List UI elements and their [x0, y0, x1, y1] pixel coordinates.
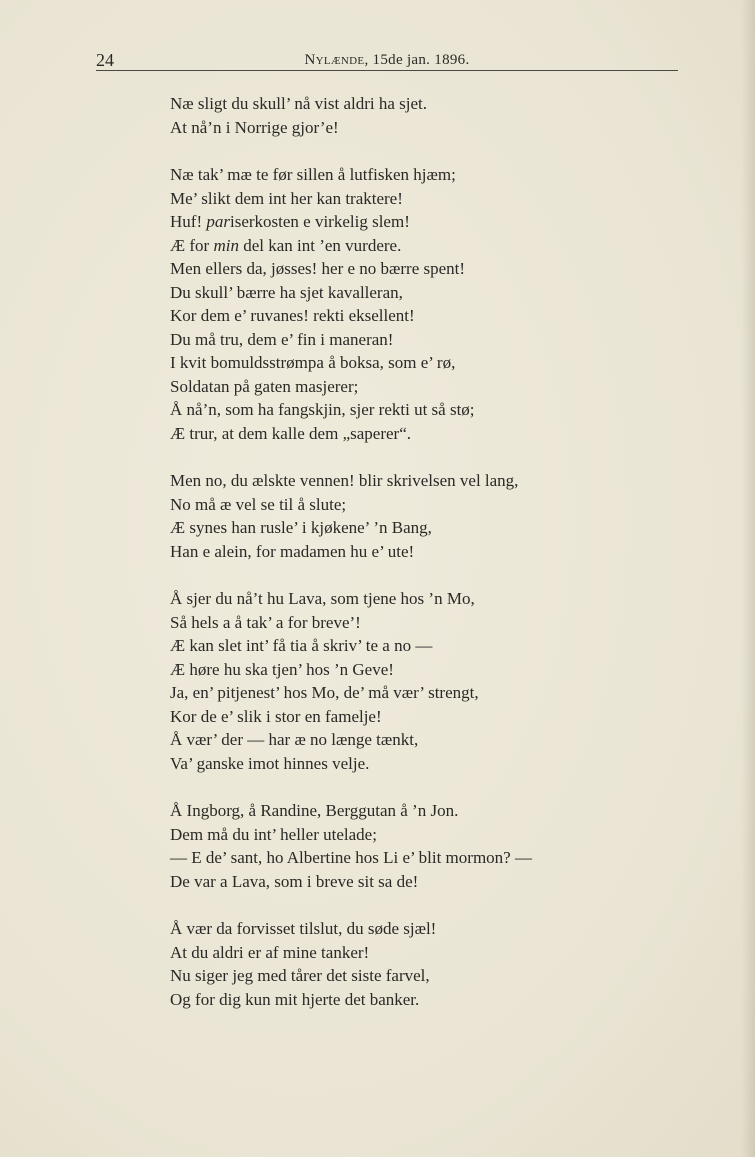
- poem-line: No må æ vel se til å slute;: [170, 494, 347, 514]
- poem-line: At nå’n i Norrige gjor’e!: [170, 117, 339, 137]
- poem-line: Va’ ganske imot hinnes velje.: [170, 753, 370, 773]
- poem-line: Me’ slikt dem int her kan traktere!: [170, 188, 403, 208]
- poem-line: Å vær’ der — har æ no længe tænkt,: [170, 730, 419, 749]
- poem-line: Nu siger jeg med tårer det siste farvel,: [170, 966, 430, 985]
- poem-line: Huf! pariserkosten e virkelig slem!: [170, 212, 410, 231]
- stanza-3: [170, 469, 640, 563]
- poem-line: I kvit bomuldsstrømpa å boksa, som e’ rø,: [170, 353, 456, 372]
- poem-line: Og for dig kun mit hjerte det banker.: [170, 989, 420, 1009]
- poem-line: Å sjer du nå’t hu Lava, som tjene hos ’n Mo,: [170, 589, 475, 608]
- poem-line: Kor de e’ slik i stor en famelje!: [170, 706, 382, 726]
- poem-line: Kor dem e’ ruvanes! rekti eksellent!: [170, 306, 415, 325]
- page-number: 24: [96, 50, 114, 70]
- poem-line: Å vær da forvisset tilslut, du søde sjæl!: [170, 919, 437, 938]
- poem-line: Du må tru, dem e’ fin i maneran!: [170, 329, 394, 349]
- poem-line: At du aldri er af mine tanker!: [170, 942, 370, 962]
- poem-line: Æ for min del kan int ’en vurdere.: [170, 235, 402, 255]
- poem-line: Han e alein, for madamen hu e’ ute!: [170, 541, 415, 561]
- poem-line: Du skull’ bærre ha sjet kavalleran,: [170, 282, 403, 302]
- page-header: [96, 48, 678, 72]
- stanza-1: [170, 92, 640, 139]
- italic-word: par: [206, 212, 230, 231]
- poem-line: Næ sligt du skull’ nå vist aldri ha sjet.: [170, 94, 428, 113]
- stanza-4: [170, 587, 640, 775]
- poem-body: [170, 92, 640, 1035]
- stanza-2: [170, 163, 640, 445]
- header-rule: [96, 70, 678, 71]
- poem-line: Soldatan på gaten masjerer;: [170, 376, 359, 396]
- poem-line: Æ høre hu ska tjen’ hos ’n Geve!: [170, 659, 394, 679]
- page-edge-shadow: [741, 0, 755, 1157]
- poem-line: Men ellers da, jøsses! her e no bærre spent!: [170, 259, 466, 278]
- publication-title: Nylænde: [304, 52, 365, 68]
- poem-line: Å Ingborg, å Randine, Berggutan å ’n Jon.: [170, 801, 459, 820]
- stanza-5: [170, 799, 640, 893]
- poem-line: Æ kan slet int’ få tia å skriv’ te a no —: [170, 636, 433, 655]
- poem-line: Æ synes han rusle’ i kjøkene’ ’n Bang,: [170, 518, 432, 537]
- poem-line: — E de’ sant, ho Albertine hos Li e’ blit mormon? —: [170, 848, 532, 867]
- poem-line: Næ tak’ mæ te før sillen å lutfisken hjæm;: [170, 165, 456, 184]
- poem-line: Æ trur, at dem kalle dem „saperer“.: [170, 423, 411, 443]
- italic-word: min: [213, 235, 239, 255]
- poem-line: Dem må du int’ heller utelade;: [170, 824, 377, 844]
- poem-line: Ja, en’ pitjenest’ hos Mo, de’ må vær’ strengt,: [170, 683, 479, 702]
- publication-date: 15de jan. 1896.: [372, 52, 470, 68]
- poem-line: Men no, du ælskte vennen! blir skrivelsen vel lang,: [170, 471, 519, 490]
- running-head: Nylænde, 15de jan. 1896.: [304, 52, 470, 68]
- poem-line: Så hels a å tak’ a for breve’!: [170, 612, 361, 632]
- poem-line: De var a Lava, som i breve sit sa de!: [170, 871, 419, 891]
- poem-line: Å nå’n, som ha fangskjin, sjer rekti ut så stø;: [170, 400, 475, 419]
- stanza-6: [170, 917, 640, 1011]
